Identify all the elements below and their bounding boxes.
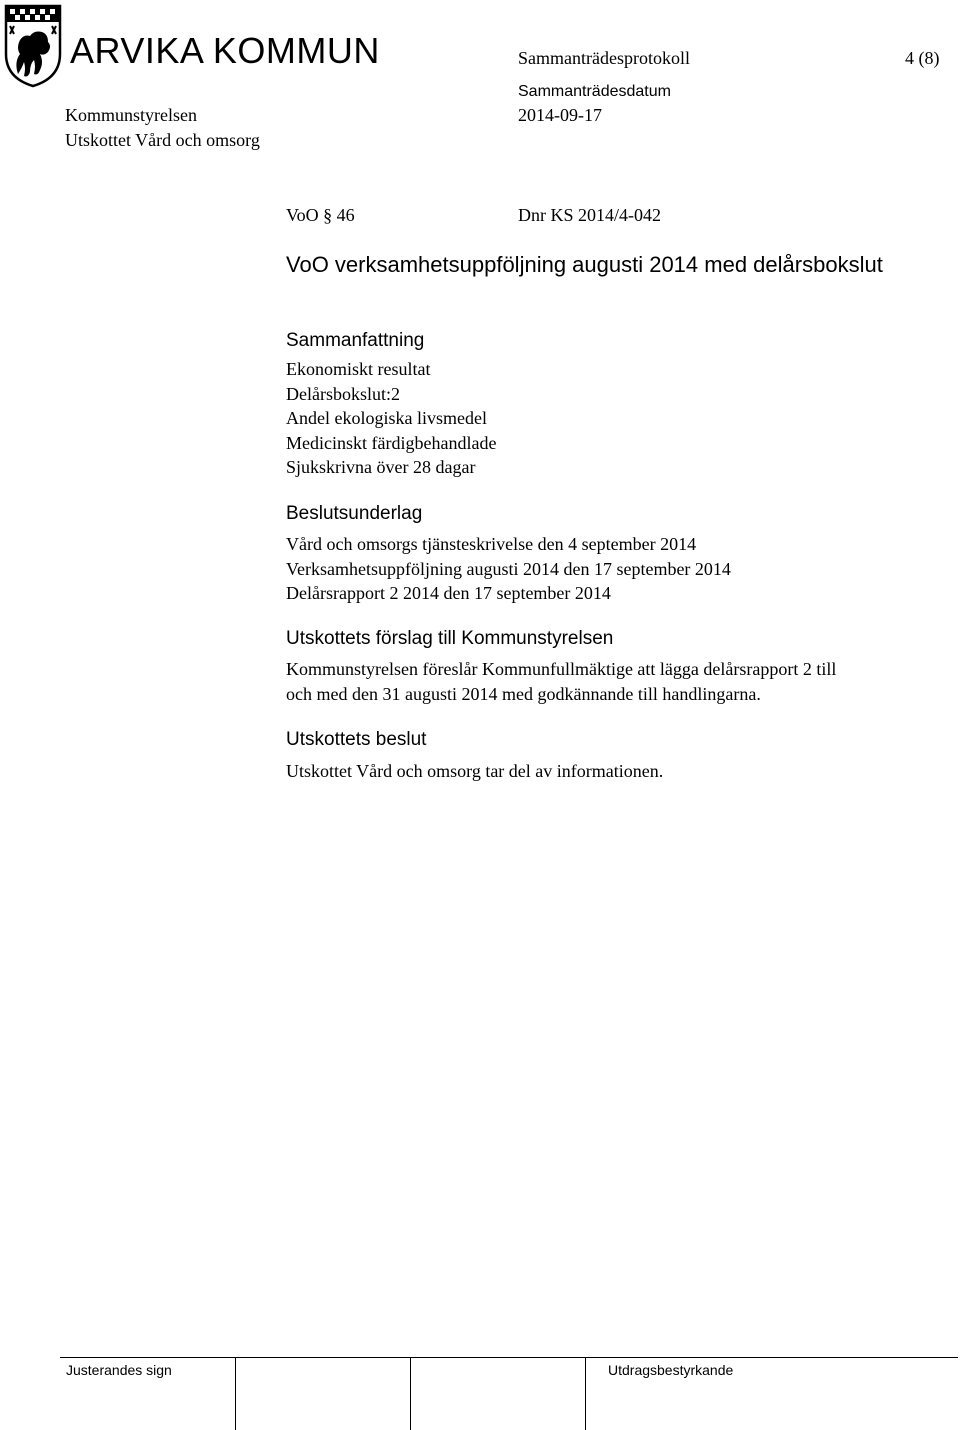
decision-basis-item: Vård och omsorgs tjänsteskrivelse den 4 september 2014 [286,534,697,554]
footer-divider [60,1357,958,1358]
meeting-date-label: Sammanträdesdatum [518,83,671,100]
committee-proposal-text [286,657,836,707]
summary-list [286,357,496,480]
summary-item: Ekonomiskt resultat [286,359,431,379]
municipality-name-logo-text: ARVIKA KOMMUN [70,30,380,71]
footer-divider-vertical [235,1358,236,1430]
proposal-line: Kommunstyrelsen föreslår Kommunfullmäktige att lägga delårsrapport 2 till [286,659,837,679]
summary-heading: Sammanfattning [286,330,425,351]
summary-item: Delårsbokslut:2 [286,383,400,404]
municipal-coat-of-arms-logo [4,4,62,88]
signature-label: Justerandes sign [66,1362,172,1378]
organ-name: Kommunstyrelsen [65,105,197,125]
summary-item: Andel ekologiska livsmedel [286,408,487,428]
committee-decision-heading: Utskottets beslut [286,729,427,750]
committee-name: Utskottet Vård och omsorg [65,130,260,150]
decision-basis-heading: Beslutsunderlag [286,503,423,524]
decision-basis-item: Delårsrapport 2 2014 den 17 september 2014 [286,583,611,603]
case-number: VoO § 46 [286,205,355,225]
decision-basis-item: Verksamhetsuppföljning augusti 2014 den 17 september 2014 [286,558,731,579]
footer-divider-vertical [585,1358,586,1430]
excerpt-certification-label: Utdragsbestyrkande [608,1362,734,1378]
page-number: 4 (8) [905,48,940,68]
decision-basis-list [286,532,731,606]
protocol-type-label: Sammanträdesprotokoll [518,48,690,68]
case-title: VoO verksamhetsuppföljning augusti 2014 med delårsbokslut [286,252,883,277]
diary-number: Dnr KS 2014/4-042 [518,205,661,225]
proposal-line: och med den 31 augusti 2014 med godkännande till handlingarna. [286,684,761,704]
footer-divider-vertical [410,1358,411,1430]
meeting-date: 2014-09-17 [518,105,602,125]
summary-item: Sjukskrivna över 28 dagar [286,457,476,477]
summary-item: Medicinskt färdigbehandlade [286,432,497,453]
committee-proposal-heading: Utskottets förslag till Kommunstyrelsen [286,628,614,649]
committee-decision-text: Utskottet Vård och omsorg tar del av informationen. [286,761,664,781]
